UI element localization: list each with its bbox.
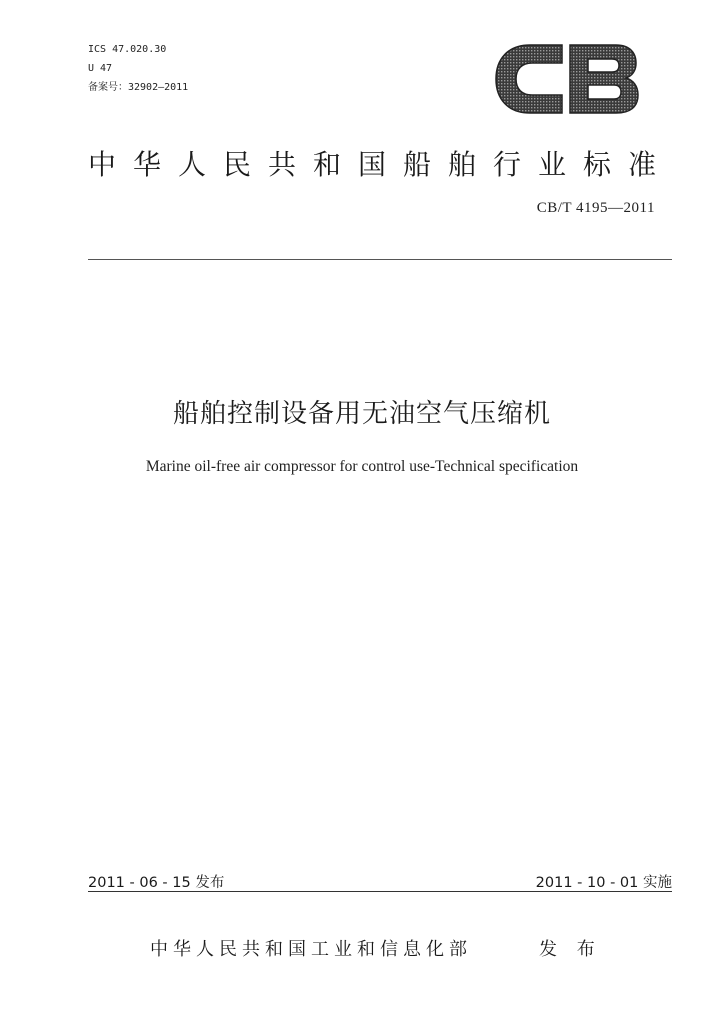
issue-date: 2011 - 06 - 15 发布: [88, 875, 225, 891]
class-code: U 47: [88, 63, 113, 74]
publish-label: 发 布: [539, 939, 602, 960]
ics-code: ICS 47.020.30: [88, 44, 167, 55]
logo-letter-c: [496, 45, 562, 113]
record-number: 备案号：32902—2011: [88, 82, 189, 93]
logo-letter-b: [570, 45, 638, 113]
classification-codes: [88, 40, 188, 97]
document-title-en: Marine oil-free air compressor for control use-Technical specification: [145, 458, 579, 475]
document-title-cn: 船舶控制设备用无油空气压缩机: [172, 399, 551, 429]
standard-number: CB/T 4195—2011: [536, 200, 655, 216]
issuing-authority: 中华人民共和国工业和信息化部: [150, 939, 472, 960]
effective-date: 2011 - 10 - 01 实施: [535, 875, 672, 891]
top-divider: [88, 259, 672, 260]
cb-logo: [492, 41, 640, 117]
bottom-divider: [88, 891, 672, 892]
organization-title: 中华人民共和国船舶行业标准: [88, 148, 674, 181]
